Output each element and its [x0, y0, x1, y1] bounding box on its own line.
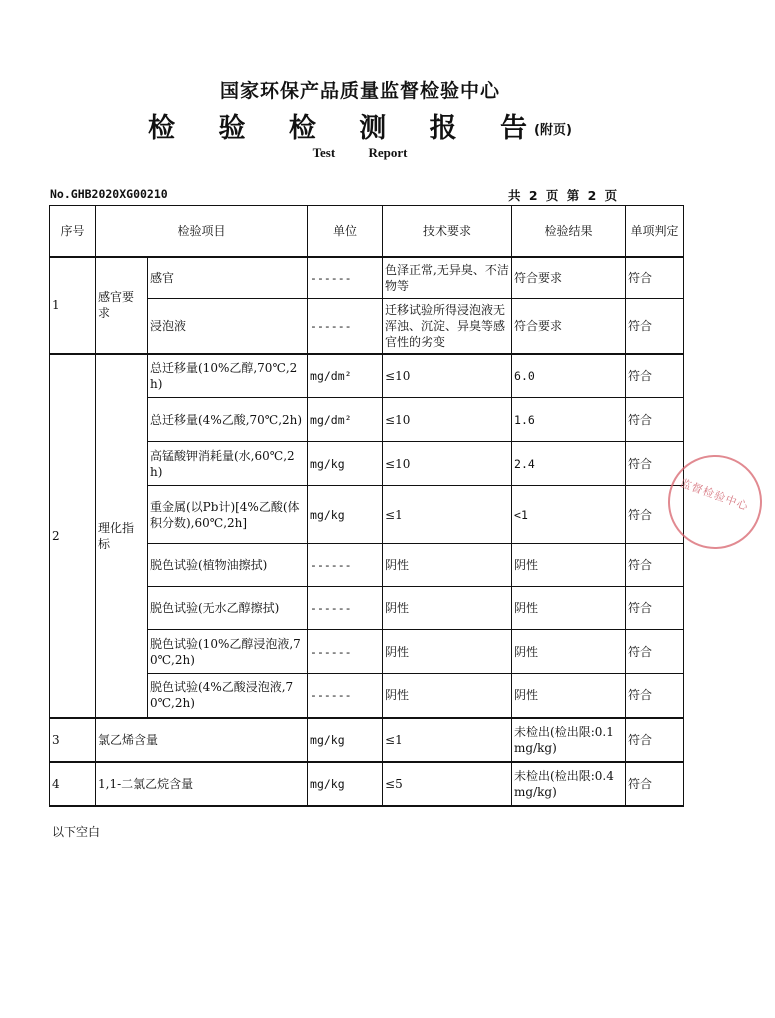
table-header-row: [50, 206, 684, 257]
table-row: [50, 718, 684, 762]
cell-unit: ------: [308, 674, 383, 718]
cell-item: 脱色试验(10%乙醇浸泡液,70℃,2h): [148, 630, 308, 674]
cell-requirement: 迁移试验所得浸泡液无浑浊、沉淀、异臭等感官性的劣变: [383, 299, 512, 354]
cell-judgement: 符合: [626, 718, 684, 762]
cell-seq: 1: [50, 257, 96, 354]
col-header-result: 检验结果: [512, 206, 626, 257]
cell-judgement: 符合: [626, 587, 684, 630]
report-title-main: 检 验 检 测 报 告: [148, 113, 545, 144]
cell-unit: ------: [308, 630, 383, 674]
cell-result: 符合要求: [512, 257, 626, 299]
cell-requirement: 阴性: [383, 674, 512, 718]
organization-name: 国家环保产品质量监督检验中心: [219, 80, 500, 102]
blank-below-note: 以下空白: [52, 825, 101, 839]
cell-unit: ------: [308, 587, 383, 630]
seal-text: 监督检验中心: [678, 476, 751, 514]
cell-item: 感官: [148, 257, 308, 299]
cell-result: 未检出(检出限:0.1mg/kg): [512, 718, 626, 762]
cell-result: 阴性: [512, 674, 626, 718]
cell-item: 脱色试验(4%乙酸浸泡液,70℃,2h): [148, 674, 308, 718]
table-row: [50, 354, 684, 398]
cell-item: 重金属(以Pb计)[4%乙酸(体积分数),60℃,2h]: [148, 486, 308, 544]
cell-item: 总迁移量(4%乙酸,70℃,2h): [148, 398, 308, 442]
cell-result: 阴性: [512, 630, 626, 674]
cell-judgement: 符合: [626, 398, 684, 442]
col-header-seq: 序号: [50, 206, 96, 257]
cell-requirement: 阴性: [383, 587, 512, 630]
cell-judgement: 符合: [626, 674, 684, 718]
cell-requirement: ≤5: [383, 762, 512, 806]
table-row: [50, 257, 684, 299]
report-title-suffix: (附页): [534, 123, 572, 138]
cell-requirement: ≤10: [383, 354, 512, 398]
cell-judgement: 符合: [626, 299, 684, 354]
cell-judgement: 符合: [626, 762, 684, 806]
cell-unit: mg/dm²: [308, 354, 383, 398]
cell-unit: mg/kg: [308, 718, 383, 762]
cell-requirement: ≤10: [383, 398, 512, 442]
cell-unit: mg/kg: [308, 442, 383, 486]
cell-requirement: 阴性: [383, 630, 512, 674]
cell-judgement: 符合: [626, 486, 684, 544]
cell-item: 总迁移量(10%乙醇,70℃,2h): [148, 354, 308, 398]
cell-unit: mg/kg: [308, 486, 383, 544]
cell-seq: 3: [50, 718, 96, 762]
table-row: [50, 762, 684, 806]
cell-item: 脱色试验(植物油擦拭): [148, 544, 308, 587]
cell-item: 1,1-二氯乙烷含量: [96, 762, 308, 806]
cell-unit: mg/dm²: [308, 398, 383, 442]
cell-category: 理化指标: [96, 354, 148, 718]
col-header-judgement: 单项判定: [626, 206, 684, 257]
report-title: [0, 106, 720, 145]
cell-requirement: ≤1: [383, 718, 512, 762]
cell-result: 阴性: [512, 544, 626, 587]
cell-unit: ------: [308, 299, 383, 354]
test-results-table: [49, 205, 684, 807]
cell-unit: ------: [308, 257, 383, 299]
col-header-item: 检验项目: [96, 206, 308, 257]
col-header-requirement: 技术要求: [383, 206, 512, 257]
cell-item: 脱色试验(无水乙醇擦拭): [148, 587, 308, 630]
cell-result: 1.6: [512, 398, 626, 442]
cell-result: 阴性: [512, 587, 626, 630]
cell-judgement: 符合: [626, 544, 684, 587]
cell-requirement: ≤10: [383, 442, 512, 486]
cell-result: <1: [512, 486, 626, 544]
cell-requirement: ≤1: [383, 486, 512, 544]
cell-result: 6.0: [512, 354, 626, 398]
cell-requirement: 色泽正常,无异臭、不洁物等: [383, 257, 512, 299]
page-info: 共 2 页 第 2 页: [508, 188, 620, 203]
report-title-en: Test Report: [312, 145, 408, 160]
cell-unit: ------: [308, 544, 383, 587]
cell-item: 浸泡液: [148, 299, 308, 354]
cell-seq: 4: [50, 762, 96, 806]
col-header-unit: 单位: [308, 206, 383, 257]
cell-requirement: 阴性: [383, 544, 512, 587]
cell-judgement: 符合: [626, 442, 684, 486]
cell-judgement: 符合: [626, 630, 684, 674]
cell-result: 符合要求: [512, 299, 626, 354]
cell-result: 2.4: [512, 442, 626, 486]
cell-category: 感官要求: [96, 257, 148, 354]
report-number: No.GHB2020XG00210: [50, 187, 168, 201]
cell-judgement: 符合: [626, 354, 684, 398]
cell-unit: mg/kg: [308, 762, 383, 806]
cell-item: 氯乙烯含量: [96, 718, 308, 762]
cell-judgement: 符合: [626, 257, 684, 299]
cell-item: 高锰酸钾消耗量(水,60℃,2h): [148, 442, 308, 486]
cell-result: 未检出(检出限:0.4mg/kg): [512, 762, 626, 806]
cell-seq: 2: [50, 354, 96, 718]
